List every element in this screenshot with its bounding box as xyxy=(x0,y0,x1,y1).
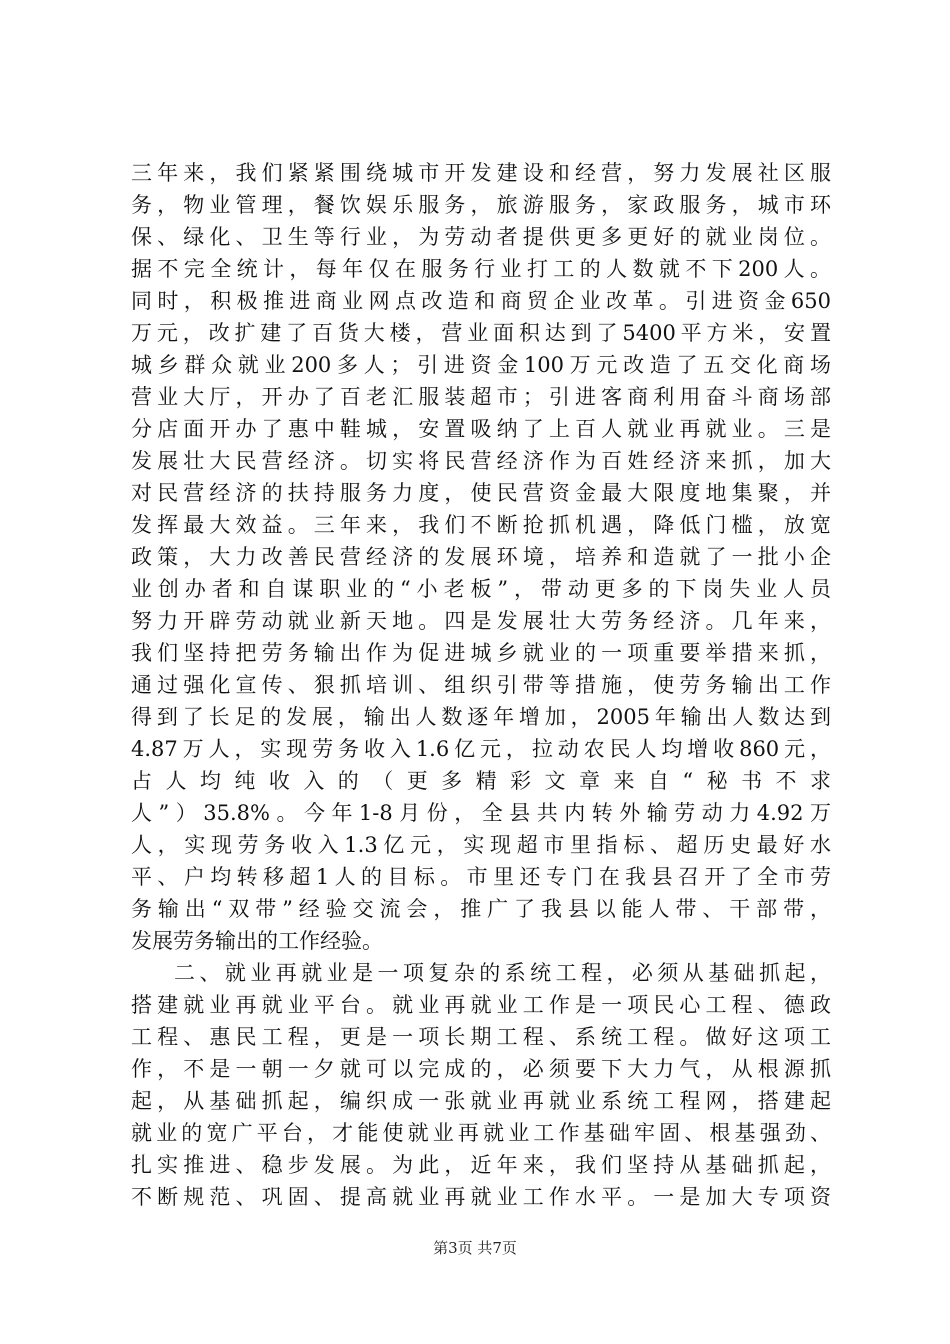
text-line: 努力开辟劳动就业新天地。四是发展壮大劳务经济。几年来， xyxy=(131,609,831,633)
page-footer xyxy=(0,1238,950,1258)
text-line: 工程、惠民工程，更是一项长期工程、系统工程。做好这项工 xyxy=(131,1025,831,1049)
text-line: 作，不是一朝一夕就可以完成的，必须要下大力气，从根源抓 xyxy=(131,1057,831,1081)
body-text xyxy=(131,157,831,1213)
text-line: 得到了长足的发展，输出人数逐年增加，2005年输出人数达到 xyxy=(131,705,831,729)
text-line: 营业大厅，开办了百老汇服装超市；引进客商利用奋斗商场部 xyxy=(131,385,831,409)
text-line: 发挥最大效益。三年来，我们不断抢抓机遇，降低门槛，放宽 xyxy=(131,513,831,537)
text-line: 对民营经济的扶持服务力度，使民营资金最大限度地集聚，并 xyxy=(131,481,831,505)
text-line: 据不完全统计，每年仅在服务行业打工的人数就不下200人。 xyxy=(131,257,831,281)
text-line: 三年来，我们紧紧围绕城市开发建设和经营，努力发展社区服 xyxy=(131,161,831,185)
text-line: 占人均纯收入的（更多精彩文章来自“秘书不求 xyxy=(131,769,831,793)
text-line: 万元，改扩建了百货大楼，营业面积达到了5400平方米，安置 xyxy=(131,321,831,345)
text-line: 我们坚持把劳务输出作为促进城乡就业的一项重要举措来抓， xyxy=(131,641,831,665)
text-line: 业创办者和自谋职业的“小老板”，带动更多的下岗失业人员 xyxy=(131,577,831,601)
text-line: 起，从基础抓起，编织成一张就业再就业系统工程网，搭建起 xyxy=(131,1089,831,1113)
text-line: 通过强化宣传、狠抓培训、组织引带等措施，使劳务输出工作 xyxy=(131,673,831,697)
text-line: 搭建就业再就业平台。就业再就业工作是一项民心工程、德政 xyxy=(131,993,831,1017)
text-line: 务输出“双带”经验交流会，推广了我县以能人带、干部带， xyxy=(131,897,831,921)
text-line: 扎实推进、稳步发展。为此，近年来，我们坚持从基础抓起， xyxy=(131,1153,831,1177)
text-line: 同时，积极推进商业网点改造和商贸企业改革。引进资金650 xyxy=(131,289,831,313)
text-line: 二、就业再就业是一项复杂的系统工程，必须从基础抓起， xyxy=(174,961,831,985)
text-line: 保、绿化、卫生等行业，为劳动者提供更多更好的就业岗位。 xyxy=(131,225,831,249)
text-line: 务，物业管理，餐饮娱乐服务，旅游服务，家政服务，城市环 xyxy=(131,193,831,217)
text-line: 发展劳务输出的工作经验。 xyxy=(131,929,383,953)
text-line: 发展壮大民营经济。切实将民营经济作为百姓经济来抓，加大 xyxy=(131,449,831,473)
text-line: 政策，大力改善民营经济的发展环境，培养和造就了一批小企 xyxy=(131,545,831,569)
text-line: 人”）35.8%。今年1-8月份，全县共内转外输劳动力4.92万 xyxy=(131,801,831,825)
text-line: 人，实现劳务收入1.3亿元，实现超市里指标、超历史最好水 xyxy=(131,833,831,857)
text-line: 分店面开办了惠中鞋城，安置吸纳了上百人就业再就业。三是 xyxy=(131,417,831,441)
page-number: 第3页 共7页 xyxy=(433,1239,517,1257)
text-line: 城乡群众就业200多人；引进资金100万元改造了五交化商场 xyxy=(131,353,831,377)
text-line: 不断规范、巩固、提高就业再就业工作水平。一是加大专项资 xyxy=(131,1185,831,1209)
text-line: 就业的宽广平台，才能使就业再就业工作基础牢固、根基强劲、 xyxy=(131,1121,831,1145)
text-line: 平、户均转移超1人的目标。市里还专门在我县召开了全市劳 xyxy=(131,865,831,889)
text-line: 4.87万人，实现劳务收入1.6亿元，拉动农民人均增收860元， xyxy=(131,737,831,761)
